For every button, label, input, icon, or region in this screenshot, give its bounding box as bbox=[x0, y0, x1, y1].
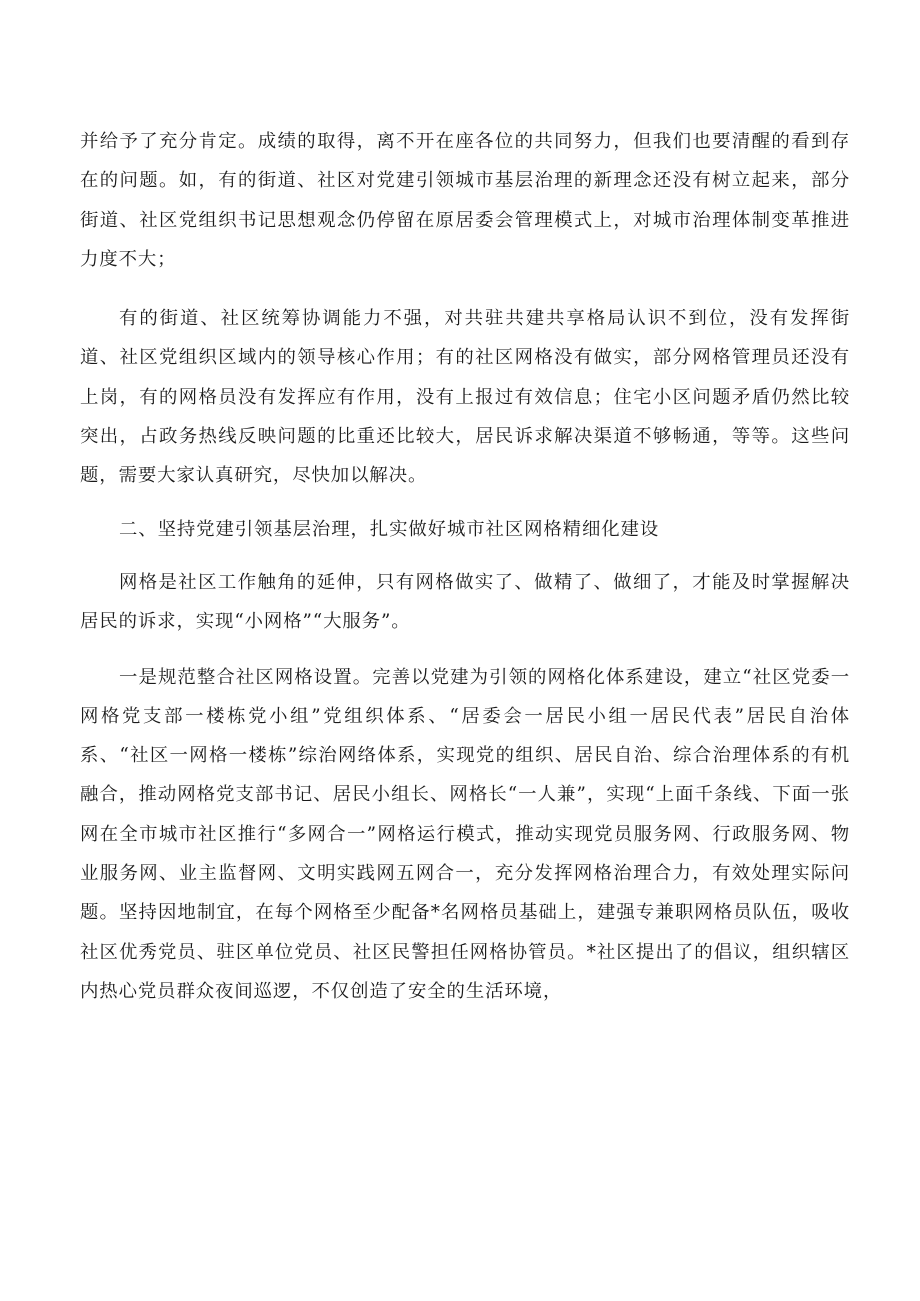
section-heading: 二、坚持党建引领基层治理，扎实做好城市社区网格精细化建设 bbox=[119, 518, 660, 540]
paragraph-continuation: 并给予了充分肯定。成绩的取得，离不开在座各位的共同努力，但我们也要清醒的看到存在的问题。如，有的街道、社区对党建引领城市基层治理的新理念还没有树立起来，部分街道、社区党组织书记思想观念仍停留在原居委会管理模式上，对城市治理体制变革推进力度不大； bbox=[80, 131, 850, 270]
paragraph-problems: 有的街道、社区统筹协调能力不强，对共驻共建共享格局认识不到位，没有发挥街道、社区党组织区域内的领导核心作用；有的社区网格没有做实，部分网格管理员还没有上岗，有的网格员没有发挥应有作用，没有上报过有效信息；住宅小区问题矛盾仍然比较突出，占政务热线反映问题的比重还比较大，居民诉求解决渠道不够畅通，等等。这些问题，需要大家认真研究，尽快加以解决。 bbox=[80, 308, 850, 487]
paragraph-grid-setup: 一是规范整合社区网格设置。完善以党建为引领的网格化体系建设，建立“社区党委一网格党支部一楼栋党小组”党组织体系、“居委会一居民小组一居民代表”居民自治体系、“社区一网格一楼栋”综治网络体系，实现党的组织、居民自治、综合治理体系的有机融合，推动网格党支部书记、居民小组长、网格长“一人兼”，实现“上面千条线、下面一张网在全市城市社区推行“多网合一”网格运行模式，推动实现党员服务网、行政服务网、物业服务网、业主监督网、文明实践网五网合一，充分发挥网格治理合力，有效处理实际问题。坚持因地制宜，在每个网格至少配备*名网格员基础上，建强专兼职网格员队伍，吸收社区优秀党员、驻区单位党员、社区民警担任网格协管员。*社区提出了的倡议，组织辖区内热心党员群众夜间巡逻，不仅创造了安全的生活环境， bbox=[80, 666, 850, 1002]
paragraph-grid-intro: 网格是社区工作触角的延伸，只有网格做实了、做精了、做细了，才能及时掌握解决居民的诉求，实现“小网格”“大服务”。 bbox=[80, 571, 850, 633]
document-body bbox=[80, 122, 850, 1011]
